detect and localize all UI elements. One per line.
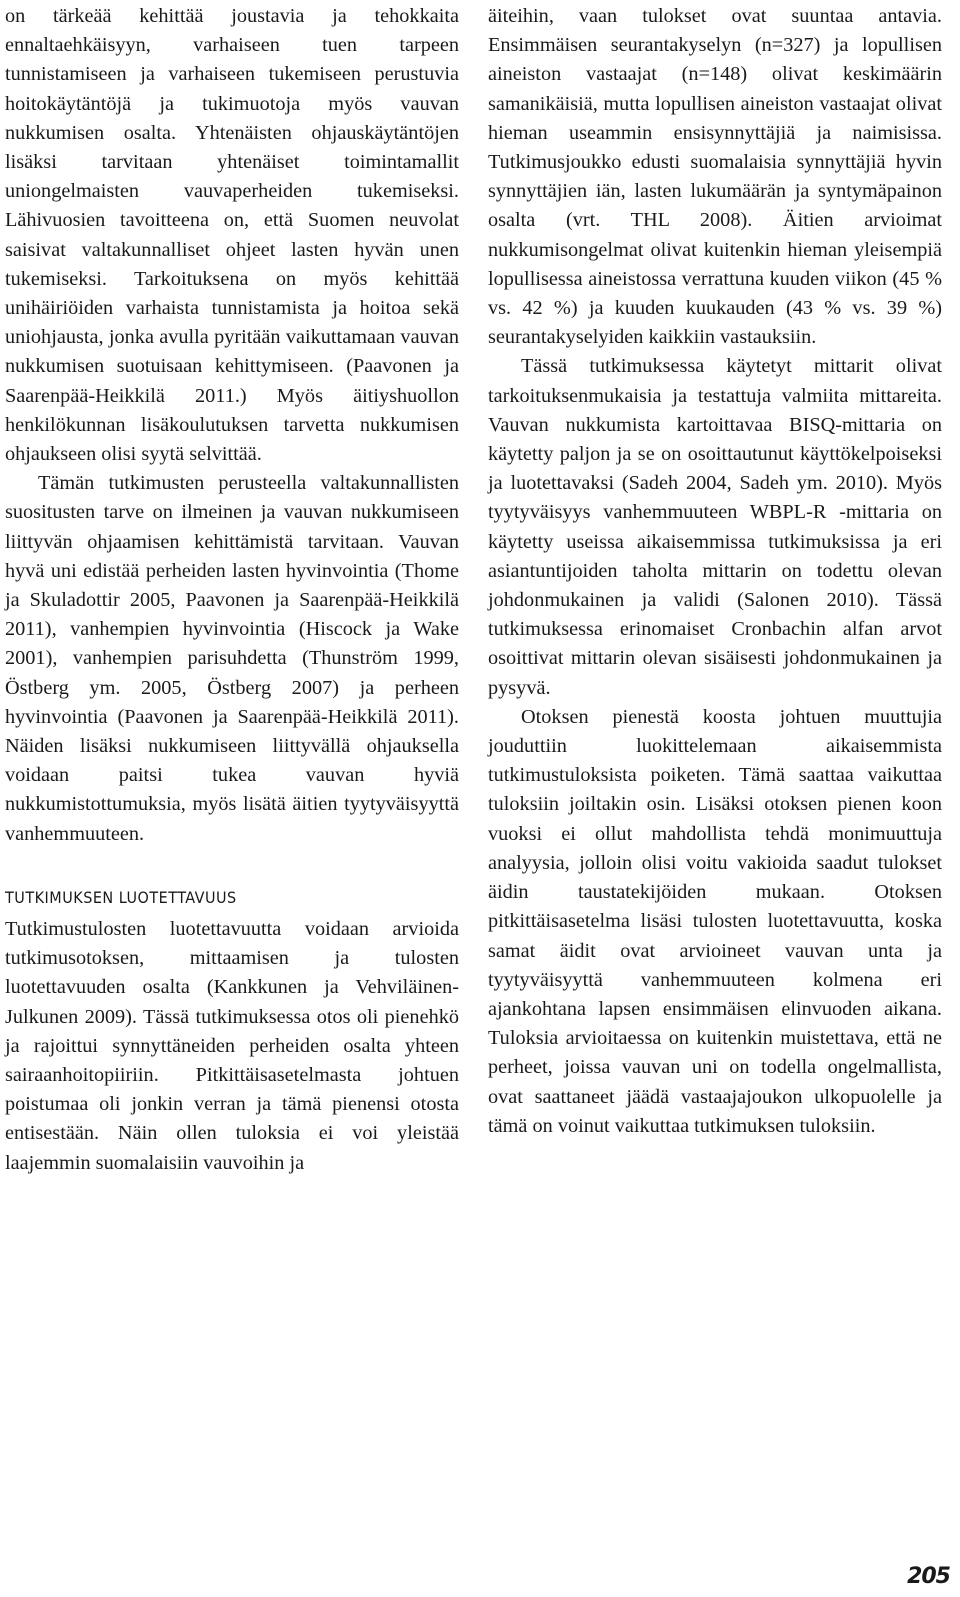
right-paragraph-1: äiteihin, vaan tulokset ovat suuntaa antavia. Ensimmäisen seurantakyselyn (n=327) ja lopullisen aineiston vastaajat (n=148) olivat keskimäärin samanikäisiä, mutta lopullisen aineiston vastaajat olivat hieman useammin ensisynnyttäjiä ja naimisissa. Tutkimusjoukko edusti suomalaisia synnyttäjiä hyvin synnyttäjien iän, lasten lukumäärän ja syntymäpainon osalta (vrt. THL 2008). Äitien arvioimat nukkumisongelmat olivat kuitenkin hieman yleisempiä lopullisessa aineistossa verrattuna kuuden viikon (45 % vs. 42 %) ja kuuden kuukauden (43 % vs. 39 %) seurantakyselyiden kaikkiin vastauksiin. (488, 5, 942, 349)
right-column (488, 2, 942, 1141)
right-paragraph-3: Otoksen pienestä koosta johtuen muuttujia jouduttiin luokittelemaan aikaisemmista tutkimustuloksista poiketen. Tämä saattaa vaikuttaa tuloksiin joiltakin osin. Lisäksi otoksen pienen koon vuoksi ei ollut mahdollista tehdä monimuuttuja analyysia, jolloin olisi voitu vakioida saadut tulokset äidin taustatekijöiden mukaan. Otoksen pitkittäisasetelma lisäsi tulosten luotettavuutta, koska samat äidit ovat arvioineet vauvan unta ja tyytyväisyyttä vanhemmuuteen kolmena eri ajankohtana lapsen ensimmäisen elinvuoden aikana. Tuloksia arvioitaessa on kuitenkin muistettava, että ne perheet, joissa vauvan uni on todella ongelmallista, ovat saattaneet jäädä vastaajajoukon ulkopuolelle ja tämä on voinut vaikuttaa tutkimuksen tuloksiin. (488, 705, 942, 1137)
left-paragraph-2: Tämän tutkimusten perusteella valtakunnallisten suositusten tarve on ilmeinen ja vauvan nukkumiseen liittyvän ohjaamisen kehittämistä tarvitaan. Vauvan hyvä uni edistää perheiden lasten hyvinvointia (Thome ja Skuladottir 2005, Paavonen ja Saarenpää-Heikkilä 2011), vanhempien hyvinvointia (Hiscock ja Wake 2001), vanhempien parisuhdetta (Thunström 1999, Östberg ym. 2005, Östberg 2007) ja perheen hyvinvointia (Paavonen ja Saarenpää-Heikkilä 2011). Näiden lisäksi nukkumiseen liittyvällä ohjauksella voidaan paitsi tukea vauvan hyviä nukkumistottumuksia, myös lisätä äitien tyytyväisyyttä vanhemmuuteen. (5, 472, 459, 845)
left-paragraph-3: Tutkimustulosten luotettavuutta voidaan arvioida tutkimusotoksen, mittaamisen ja tulosten luotettavuuden osalta (Kankkunen ja Vehviläinen-Julkunen 2009). Tässä tutkimuksessa otos oli pienehkö ja rajoittui synnyttäneiden perheiden osalta yhteen sairaanhoitopiiriin. Pitkittäisasetelmasta johtuen poistumaa oli jonkin verran ja tämä pienensi otosta entisestään. Näin ollen tuloksia ei voi yleistää laajemmin suomalaisiin vauvoihin ja (5, 917, 459, 1174)
right-paragraph-2: Tässä tutkimuksessa käytetyt mittarit olivat tarkoituksenmukaisia ja testattuja valmiita mittareita. Vauvan nukkumista kartoittavaa BISQ-mittaria on käytetty paljon ja se on osoittautunut käyttökelpoiseksi ja luotettavaksi (Sadeh 2004, Sadeh ym. 2010). Myös tyytyväisyys vanhemmuuteen WBPL-R -mittaria on käytetty useissa aikaisemmissa tutkimuksissa ja eri asiantuntijoiden taholta mittarin on todettu olevan johdonmukainen ja validi (Salonen 2010). Tässä tutkimuksessa erinomaiset Cronbachin alfan arvot osoittivat mittarin olevan sisäisesti johdonmukainen ja pysyvä. (488, 355, 942, 699)
left-paragraph-1: on tärkeää kehittää joustavia ja tehokkaita ennaltaehkäisyyn, varhaiseen tuen tarpeen tunnistamiseen ja varhaiseen tukemiseen perustuvia hoitokäytäntöjä ja tukimuotoja myös vauvan nukkumisen osalta. Yhtenäisten ohjauskäytäntöjen lisäksi tarvitaan yhtenäiset toimintamallit uniongelmaisten vauvaperheiden tukemiseksi. Lähivuosien tavoitteena on, että Suomen neuvolat saisivat valtakunnalliset ohjeet lasten hyvän unen tukemiseksi. Tarkoituksena on myös kehittää unihäiriöiden varhaista tunnistamista ja hoitoa sekä uniohjausta, jonka avulla pyritään vaikuttamaan vauvan nukkumisen suotuisaan kehittymiseen. (Paavonen ja Saarenpää-Heikkilä 2011.) Myös äitiyshuollon henkilökunnan lisäkoulutuksen tarvetta nukkumisen ohjaukseen olisi syytä selvittää. (5, 5, 459, 466)
page-number: 205 (907, 1564, 950, 1589)
left-column (5, 2, 459, 1178)
section-heading: TUTKIMUKSEN LUOTETTAVUUS (5, 887, 237, 907)
